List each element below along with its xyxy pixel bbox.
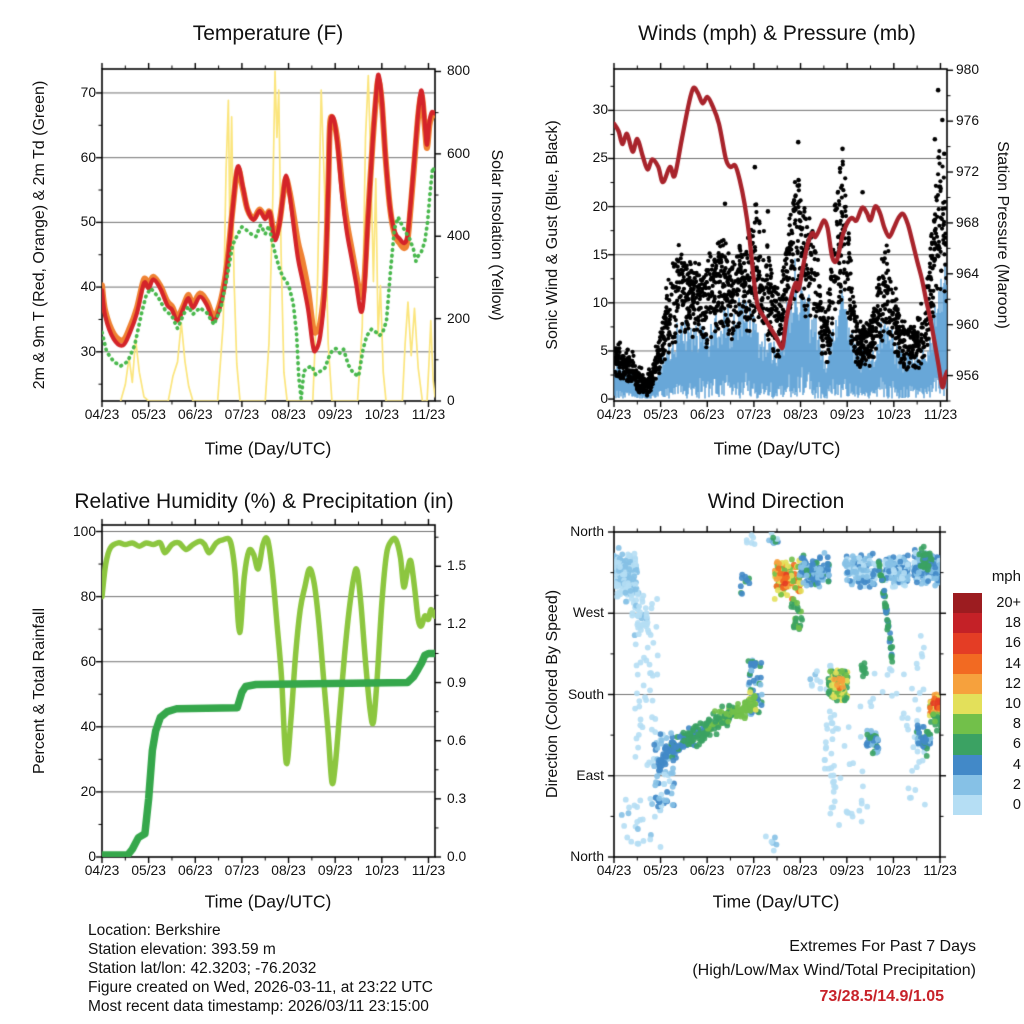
x-tick-label: 05/23 — [131, 407, 166, 422]
x-tick-label: 10/23 — [876, 407, 912, 422]
y-tick-label: 964 — [956, 265, 980, 281]
x-tick-label: 06/23 — [689, 863, 725, 878]
legend-color-swatch — [953, 775, 982, 795]
y-tick-label: 976 — [956, 113, 980, 129]
direction-tick-label: South — [567, 686, 604, 702]
x-axis-title: Time (Day/UTC) — [204, 438, 332, 459]
legend-label: 14 — [1004, 655, 1021, 672]
y-axis-label-pressure-right: Station Pressure (Maroon) — [994, 141, 1011, 329]
extremes-title: Extremes For Past 7 Days — [789, 938, 976, 955]
x-tick-label: 08/23 — [783, 863, 818, 878]
y-tick-label: 968 — [956, 214, 980, 230]
legend-label: 8 — [1012, 716, 1021, 733]
y-tick-label: 40 — [80, 718, 96, 734]
y-tick-label: 972 — [956, 164, 980, 180]
y-tick-label: 70 — [80, 84, 96, 100]
x-tick-label: 11/23 — [411, 407, 446, 422]
y-tick-label: 20 — [80, 783, 96, 799]
y-tick-label: 400 — [447, 228, 471, 244]
legend-color-swatch — [953, 654, 982, 674]
legend-color-swatch — [953, 755, 982, 775]
x-axis-title: Time (Day/UTC) — [204, 891, 332, 912]
direction-tick-label: North — [570, 524, 604, 539]
legend-label: 4 — [1012, 756, 1021, 773]
y-tick-label: 60 — [80, 653, 96, 669]
x-tick-label: 07/23 — [736, 863, 771, 878]
y-axis-label-direction-left: Direction (Colored By Speed) — [544, 589, 561, 799]
x-tick-label: 04/23 — [84, 863, 120, 878]
extremes-subtitle: (High/Low/Max Wind/Total Precipitation) — [692, 962, 976, 979]
direction-tick-label: North — [570, 849, 604, 864]
x-tick-label: 08/23 — [271, 863, 306, 878]
footer-latlon: Station lat/lon: 42.3203; -76.2032 — [88, 960, 317, 977]
y-tick-label: 100 — [72, 523, 96, 539]
footer-elevation: Station elevation: 393.59 m — [88, 941, 276, 958]
legend-label: 20+ — [996, 595, 1021, 611]
x-tick-label: 06/23 — [178, 407, 213, 422]
y-axis-label-temperature-left: 2m & 9m T (Red, Orange) & 2m Td (Green) — [31, 80, 48, 390]
panel-title-winds-pressure: Winds (mph) & Pressure (mb) — [638, 22, 916, 45]
y-tick-label: 15 — [592, 246, 608, 262]
y-tick-label: 30 — [592, 102, 608, 118]
x-axis-title: Time (Day/UTC) — [713, 438, 841, 459]
legend-color-swatch — [953, 714, 982, 734]
panel-title-humidity-precip: Relative Humidity (%) & Precipitation (in) — [74, 490, 454, 513]
y-axis-label-humidity-left: Percent & Total Rainfall — [31, 607, 48, 775]
x-tick-label: 10/23 — [364, 407, 400, 422]
y-tick-label: 0.0 — [447, 849, 467, 864]
legend-label: 2 — [1012, 776, 1021, 793]
legend-color-swatch — [953, 674, 982, 694]
x-tick-label: 09/23 — [317, 407, 353, 422]
direction-tick-label: West — [572, 605, 604, 621]
y-axis-label-wind-left: Sonic Wind & Gust (Blue, Black) — [544, 120, 561, 350]
legend-label: 10 — [1004, 696, 1021, 712]
x-tick-label: 07/23 — [736, 407, 772, 422]
legend-title: mph — [991, 568, 1021, 585]
x-tick-label: 07/23 — [224, 863, 260, 878]
x-tick-label: 10/23 — [876, 863, 911, 878]
x-tick-label: 09/23 — [829, 407, 865, 422]
legend-label: 12 — [1004, 675, 1021, 692]
x-tick-label: 04/23 — [596, 863, 632, 878]
y-tick-label: 0 — [447, 393, 455, 408]
footer-timestamp: Most recent data timestamp: 2026/03/11 23:15:00 — [88, 998, 429, 1015]
x-tick-label: 11/23 — [411, 863, 446, 878]
x-tick-label: 07/23 — [224, 407, 260, 422]
y-tick-label: 600 — [447, 145, 471, 161]
x-tick-label: 05/23 — [131, 863, 166, 878]
y-tick-label: 80 — [80, 588, 96, 604]
y-tick-label: 800 — [447, 63, 471, 79]
legend-color-swatch — [953, 613, 982, 633]
x-tick-label: 09/23 — [829, 863, 865, 878]
x-tick-label: 04/23 — [596, 407, 632, 422]
panel-title-temperature: Temperature (F) — [192, 22, 344, 45]
legend-color-swatch — [953, 593, 982, 613]
x-tick-label: 11/23 — [923, 863, 957, 878]
panel-title-wind-direction: Wind Direction — [707, 490, 845, 513]
y-tick-label: 60 — [80, 149, 96, 165]
x-tick-label: 08/23 — [271, 407, 306, 422]
x-tick-label: 09/23 — [317, 863, 353, 878]
y-tick-label: 0.6 — [447, 732, 467, 748]
legend-label: 18 — [1004, 615, 1021, 632]
x-tick-label: 06/23 — [690, 407, 725, 422]
x-tick-label: 08/23 — [783, 407, 818, 422]
legend-color-swatch — [953, 694, 982, 714]
y-tick-label: 0.3 — [447, 790, 467, 806]
y-tick-label: 5 — [600, 342, 608, 358]
direction-tick-label: East — [576, 767, 604, 783]
legend-label: 6 — [1012, 736, 1021, 753]
x-tick-label: 05/23 — [643, 863, 678, 878]
legend-label: 16 — [1004, 635, 1021, 652]
x-tick-label: 10/23 — [364, 863, 400, 878]
footer-location: Location: Berkshire — [88, 922, 221, 939]
footer-created: Figure created on Wed, 2026-03-11, at 23:22 UTC — [88, 979, 433, 996]
y-tick-label: 980 — [956, 62, 980, 78]
y-tick-label: 25 — [592, 150, 608, 166]
extremes-value: 73/28.5/14.9/1.05 — [819, 988, 944, 1005]
x-tick-label: 05/23 — [643, 407, 678, 422]
y-tick-label: 10 — [592, 294, 608, 310]
y-tick-label: 0.9 — [447, 674, 467, 690]
x-tick-label: 06/23 — [178, 863, 213, 878]
y-tick-label: 1.2 — [447, 616, 467, 632]
y-axis-label-solar-right: Solar Insolation (Yellow) — [488, 149, 505, 321]
y-tick-label: 50 — [80, 214, 96, 230]
y-tick-label: 0 — [88, 849, 96, 864]
x-tick-label: 11/23 — [923, 407, 958, 422]
y-tick-label: 40 — [80, 279, 96, 295]
y-tick-label: 1.5 — [447, 558, 467, 574]
y-tick-label: 956 — [956, 367, 980, 383]
legend-color-swatch — [953, 633, 982, 653]
y-tick-label: 20 — [592, 198, 608, 214]
legend-label: 0 — [1012, 797, 1021, 813]
y-tick-label: 0 — [600, 391, 608, 407]
legend-color-swatch — [953, 734, 982, 754]
y-tick-label: 200 — [447, 310, 471, 326]
y-tick-label: 30 — [80, 343, 96, 359]
y-tick-label: 960 — [956, 316, 980, 332]
x-tick-label: 04/23 — [84, 407, 120, 422]
x-axis-title: Time (Day/UTC) — [712, 891, 840, 912]
legend-color-swatch — [953, 795, 982, 815]
